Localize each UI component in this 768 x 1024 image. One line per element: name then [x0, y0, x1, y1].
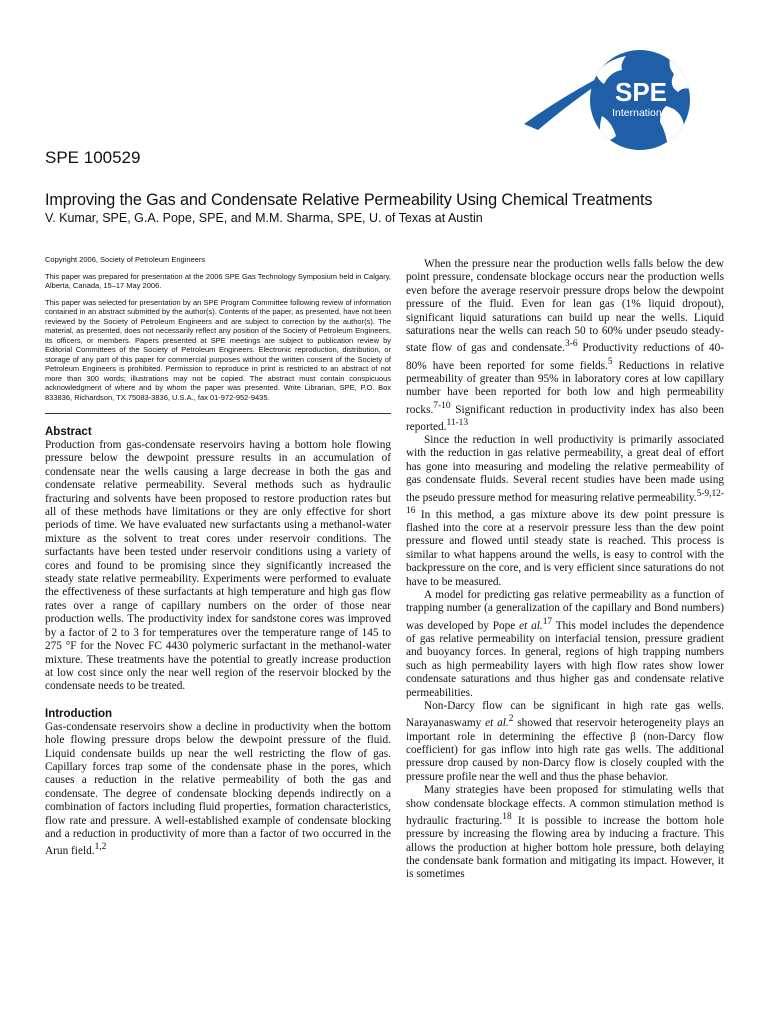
spe-international-logo — [520, 44, 720, 156]
right-column — [406, 258, 724, 882]
logo-text-international: International — [612, 107, 670, 119]
paragraph-relative-permeability: Since the reduction in well productivity is primarily associated with the reduction in gas relative permeability, a great deal of effort has gone into measuring and modeling the relative permeability of gas condensate fluids. Several recent studies have been made using the pseudo pressure method for measuring relative permeability.$^{5-9,12-16}$ In this method, a gas mixture above its dew point pressure is flashed into the core at a reservoir pressure less than the dew point pressure and flowed until steady state is reached. This process is similar to what happens around the wells, is easy to control with the backpressure on the core, and is very efficient since saturations do not have to be measured. — [406, 433, 724, 588]
authors-line: V. Kumar, SPE, G.A. Pope, SPE, and M.M. Sharma, SPE, U. of Texas at Austin — [45, 211, 483, 225]
introduction-text — [45, 721, 391, 859]
citation-ref: 11-13 — [446, 417, 469, 428]
copyright-line: Copyright 2006, Society of Petroleum Engineers — [45, 255, 206, 264]
citation-ref: 18 — [502, 811, 512, 822]
citation-ref: 1,2 — [94, 842, 107, 853]
citation-ref: 3-6 — [565, 339, 578, 350]
review-disclaimer: This paper was selected for presentation by an SPE Program Committee following review of information contained in an abstract submitted by the author(s). Contents of the paper, as presented, have not been reviewed by the Society of Petroleum Engineers and are subject to correction by the author(s). The material, as presented, does not necessarily reflect any position of the Society of Petroleum Engineers, its officers, or members. Papers presented at SPE meetings are subject to publication review by Editorial Committees of the Society of Petroleum Engineers. Electronic reproduction, distribution, or storage of any part of this paper for commercial purposes without the written consent of the Society of Petroleum Engineers is prohibited. Permission to reproduce in print is restricted to an abstract of not more than 300 words; illustrations may not be copied. The abstract must contain conspicuous acknowledgment of where and by whom the paper was presented. Write Librarian, SPE, P.O. Box 833836, Richardson, TX 75083-3836, U.S.A., fax 01-972-952-9435. — [45, 297, 391, 402]
introduction-heading: Introduction — [45, 707, 113, 720]
paragraph-condensate-blockage: When the pressure near the production wells falls below the dew point pressure, condensate blockage occurs near the production wells even before the average reservoir pressure drops below the dewpoint pressure of the fluid. Even for lean gas (1% liquid dropout), significant liquid saturations can build up near the wells. Liquid saturations near the wells can reach 50 to 60% under pseudo steady-state flow of gas and condensate.$^{3-6}$ Productivity reductions of 40-80% have been reported for some fields.$^5$ Reductions in relative permeability of greater than 95% in laboratory cores at low capillary number have been reported for both low and high permeability rocks.$^{7-10}$ Significant reduction in productivity index has also been reported.$^{11-13}$ — [406, 258, 724, 433]
citation-ref: 2 — [508, 714, 514, 725]
paper-title: Improving the Gas and Condensate Relative Permeability Using Chemical Treatments — [45, 191, 653, 209]
paper-id: SPE 100529 — [45, 148, 141, 167]
citation-ref: 5-9,12-16 — [406, 488, 724, 516]
copyright-block — [45, 255, 391, 413]
divider — [45, 413, 391, 414]
paragraph-non-darcy-flow: Non-Darcy flow can be significant in high rate gas wells. Narayanaswamy et al.$^2$ showed that reservoir heterogeneity plays an important role in determining the effective β (non-Darcy flow coefficient) for gas inflow into high rate gas wells. The additional pressure drop caused by non-Darcy flow is closely coupled with the pressure profile near the well and thus the phase behavior. — [406, 699, 725, 783]
paragraph-trapping-number-model: A model for predicting gas relative permeability as a function of trapping number (a generalization of the capillary and Bond numbers) was developed by Pope et al.$^{17}$ This model includes the dependence of gas relative permeability on interfacial tension, pressure gradient and buoyancy forces. In general, regions of high trapping numbers such as high permeability layers with high flow rates show lower condensate saturations and thus higher gas and condensate relative permeabilities. — [406, 588, 724, 699]
citation-ref: 5 — [607, 356, 613, 367]
citation-ref: 7-10 — [433, 400, 451, 411]
logo-text-spe: SPE — [614, 77, 668, 107]
left-column — [45, 255, 391, 859]
paragraph-stimulation-strategies: Many strategies have been proposed for stimulating wells that show condensate blockage effects. A common stimulation method is hydraulic fracturing.$^{18}$ It is possible to increase the bottom hole pressure by increasing the flowing area by inducing a fracture. This allows the production at higher bottom hole pressure, both delaying the condensate bank formation and mitigating its impact. However, it is sometimes — [406, 784, 724, 881]
introduction-body: Gas-condensate reservoirs show a decline in productivity when the bottom hole flowing pressure drops below the dewpoint pressure of the fluid. Liquid condensate builds up near the well restricting the flow of gas. Capillary forces trap some of the condensate phase in the pores, which causes a reduction in the relative permeability of both the gas and condensate. The degree of condensate blocking depends indirectly on a combination of factors including fluid properties, formation characteristics, flow rate and pressure. A well-established example of condensate blocking and a reduction in productivity of more than a factor of two occurred in the Arun field. — [45, 720, 391, 858]
abstract-heading: Abstract — [45, 426, 92, 438]
abstract-text: Production from gas-condensate reservoirs having a bottom hole flowing pressure below the dewpoint pressure results in an accumulation of condensate near the wells causing a large decrease in both the gas and condensate relative permeability. Several methods such as hydraulic fracturing and solvents have been proposed to restore production rates but all of these methods have limitations or they are only effective for short periods of time. We have evaluated new surfactants using a methanol-water mixture as the solvent to treat cores under reservoir conditions. The surfactants have been tested under reservoir conditions using a variety of cores and found to be promising since they significantly increased the steady state relative permeability. Experiments were performed to evaluate the effectiveness of these surfactants at high temperature and high gas flow rates over a range of capillary numbers on the order of those near production wells. The productivity index for sandstone cores was improved by a factor of 2 to 3 for temperatures over the temperature range of 145 to 275 °F for the Novec FC 4430 polymeric surfactant in the methanol-water mixture. These treatments have the potential to greatly increase production at low cost since only the near well region of the reservoir blocked by the condensate needs to be treated. — [45, 439, 391, 693]
citation-ref: 17 — [542, 616, 553, 627]
presentation-note: This paper was prepared for presentation at the 2006 SPE Gas Technology Symposium held in Calgary, Alberta, Canada, 15–17 May 2006. — [45, 271, 391, 290]
